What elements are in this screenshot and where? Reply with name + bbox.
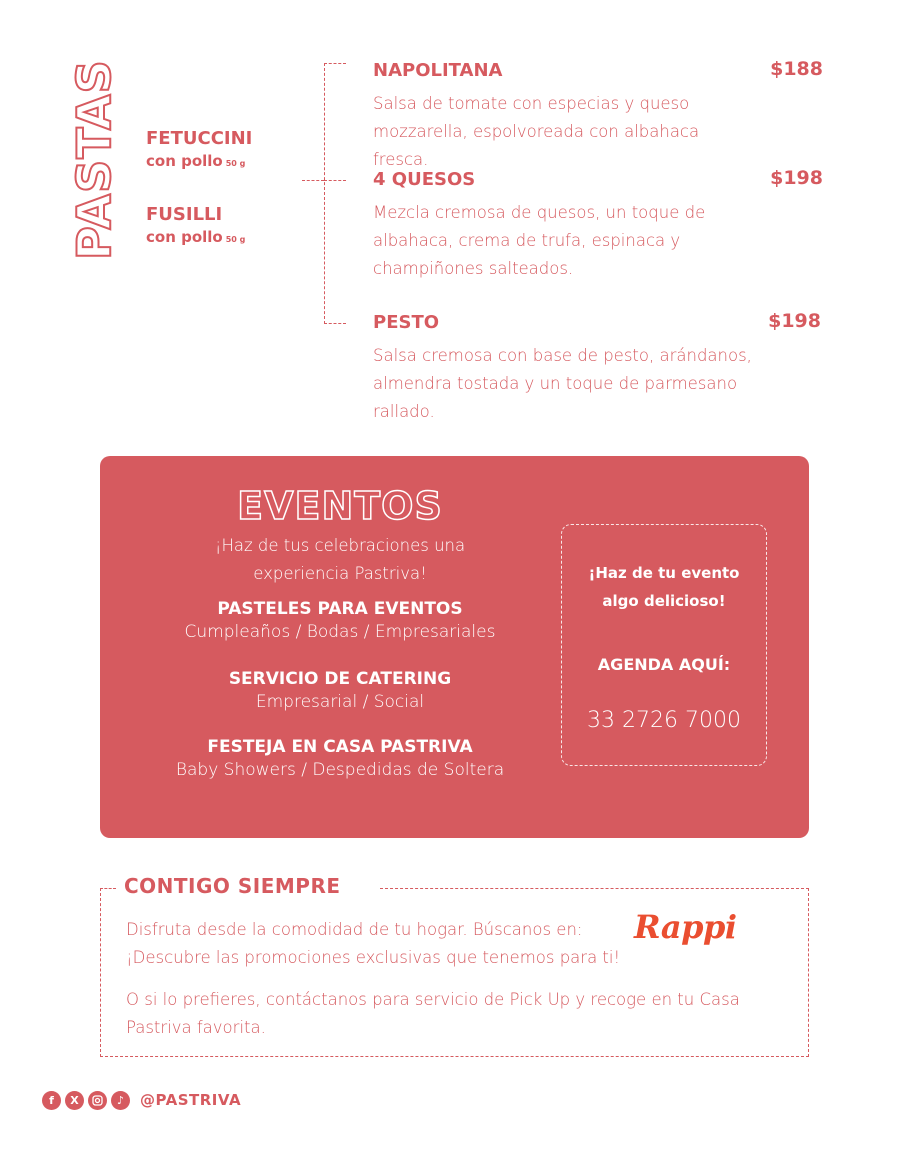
pasta-type-protein-label: con pollo: [146, 228, 223, 246]
pasta-type-fetuccini: [146, 128, 252, 175]
eventos-item-head: FESTEJA EN CASA PASTRIVA: [207, 737, 473, 757]
eventos-item-line: Empresarial / Social: [255, 692, 425, 712]
connector-line: [324, 63, 346, 64]
eventos-title: EVENTOS: [237, 484, 443, 528]
connector-line: [324, 323, 346, 324]
pasta-type-protein: [146, 150, 252, 175]
eventos-subtitle-line: experiencia Pastriva!: [253, 564, 427, 583]
dish-price: $198: [768, 310, 821, 332]
eventos-item-head: SERVICIO DE CATERING: [228, 669, 452, 689]
eventos-subtitle: [140, 532, 540, 588]
eventos-cta-line: algo delicioso!: [602, 592, 726, 610]
pasta-type-name: FUSILLI: [146, 204, 223, 225]
contigo-title: CONTIGO SIEMPRE: [122, 874, 347, 898]
dish-name: 4 QUESOS: [373, 169, 476, 190]
facebook-icon[interactable]: f: [42, 1091, 61, 1110]
dish-description: Mezcla cremosa de quesos, un toque de albahaca, crema de trufa, espinaca y champiñones salteados.: [373, 203, 706, 278]
contigo-text-line: ¡Descubre las promociones exclusivas que tenemos para ti!: [126, 948, 621, 967]
connector-bracket: [324, 63, 325, 324]
social-icons: [42, 1091, 130, 1110]
pasta-type-grams: 50 g: [225, 235, 246, 244]
eventos-item-line: Cumpleaños / Bodas / Empresariales: [184, 622, 496, 642]
dish-price: $198: [770, 167, 823, 189]
pasta-type-name: FETUCCINI: [146, 128, 253, 149]
eventos-item-head: PASTELES PARA EVENTOS: [217, 599, 463, 619]
pasta-type-fusilli: [146, 204, 245, 251]
pasta-type-grams: 50 g: [225, 159, 246, 168]
eventos-panel: [100, 456, 809, 838]
dish-description: Salsa cremosa con base de pesto, arándanos, almendra tostada y un toque de parmesano rallado.: [373, 346, 752, 421]
contigo-text-line: Pastriva favorita.: [126, 1018, 266, 1037]
connector-line: [324, 180, 346, 181]
eventos-contact-box[interactable]: [561, 524, 767, 766]
dish-price: $188: [770, 58, 823, 80]
eventos-cta-line: ¡Haz de tu evento: [588, 564, 740, 582]
eventos-cta: [562, 559, 766, 615]
eventos-phone-link[interactable]: 33 2726 7000: [587, 708, 741, 733]
eventos-agenda-label: AGENDA AQUÍ:: [597, 655, 731, 674]
pasta-type-protein: [146, 226, 245, 251]
rappi-logo[interactable]: Rappi: [634, 908, 737, 946]
tiktok-icon[interactable]: ♪: [111, 1091, 130, 1110]
instagram-icon[interactable]: [88, 1091, 107, 1110]
dish-description: Salsa de tomate con especias y queso mozzarella, espolvoreada con albahaca fresca.: [373, 94, 700, 169]
dish-name: NAPOLITANA: [373, 60, 503, 81]
eventos-info: [140, 456, 540, 782]
contigo-text-line: Disfruta desde la comodidad de tu hogar. Búscanos en:: [126, 920, 583, 939]
dish-name: PESTO: [373, 312, 440, 333]
dish-pesto: [373, 312, 821, 426]
contigo-text-line: O si lo prefieres, contáctanos para servicio de Pick Up y recoge en tu Casa: [126, 990, 740, 1009]
contigo-border-top: [100, 888, 116, 889]
section-title-text: PASTAS: [67, 59, 121, 260]
connector-line: [302, 180, 324, 181]
contigo-border-top: [380, 888, 809, 889]
pasta-type-protein-label: con pollo: [146, 152, 223, 170]
social-handle[interactable]: @PASTRIVA: [140, 1091, 242, 1109]
dish-napolitana: [373, 60, 823, 174]
eventos-subtitle-line: ¡Haz de tus celebraciones una: [214, 536, 466, 555]
dish-4-quesos: [373, 169, 823, 283]
x-icon[interactable]: X: [65, 1091, 84, 1110]
eventos-item-line: Baby Showers / Despedidas de Soltera: [175, 760, 505, 780]
section-title-pastas: [48, 59, 140, 268]
